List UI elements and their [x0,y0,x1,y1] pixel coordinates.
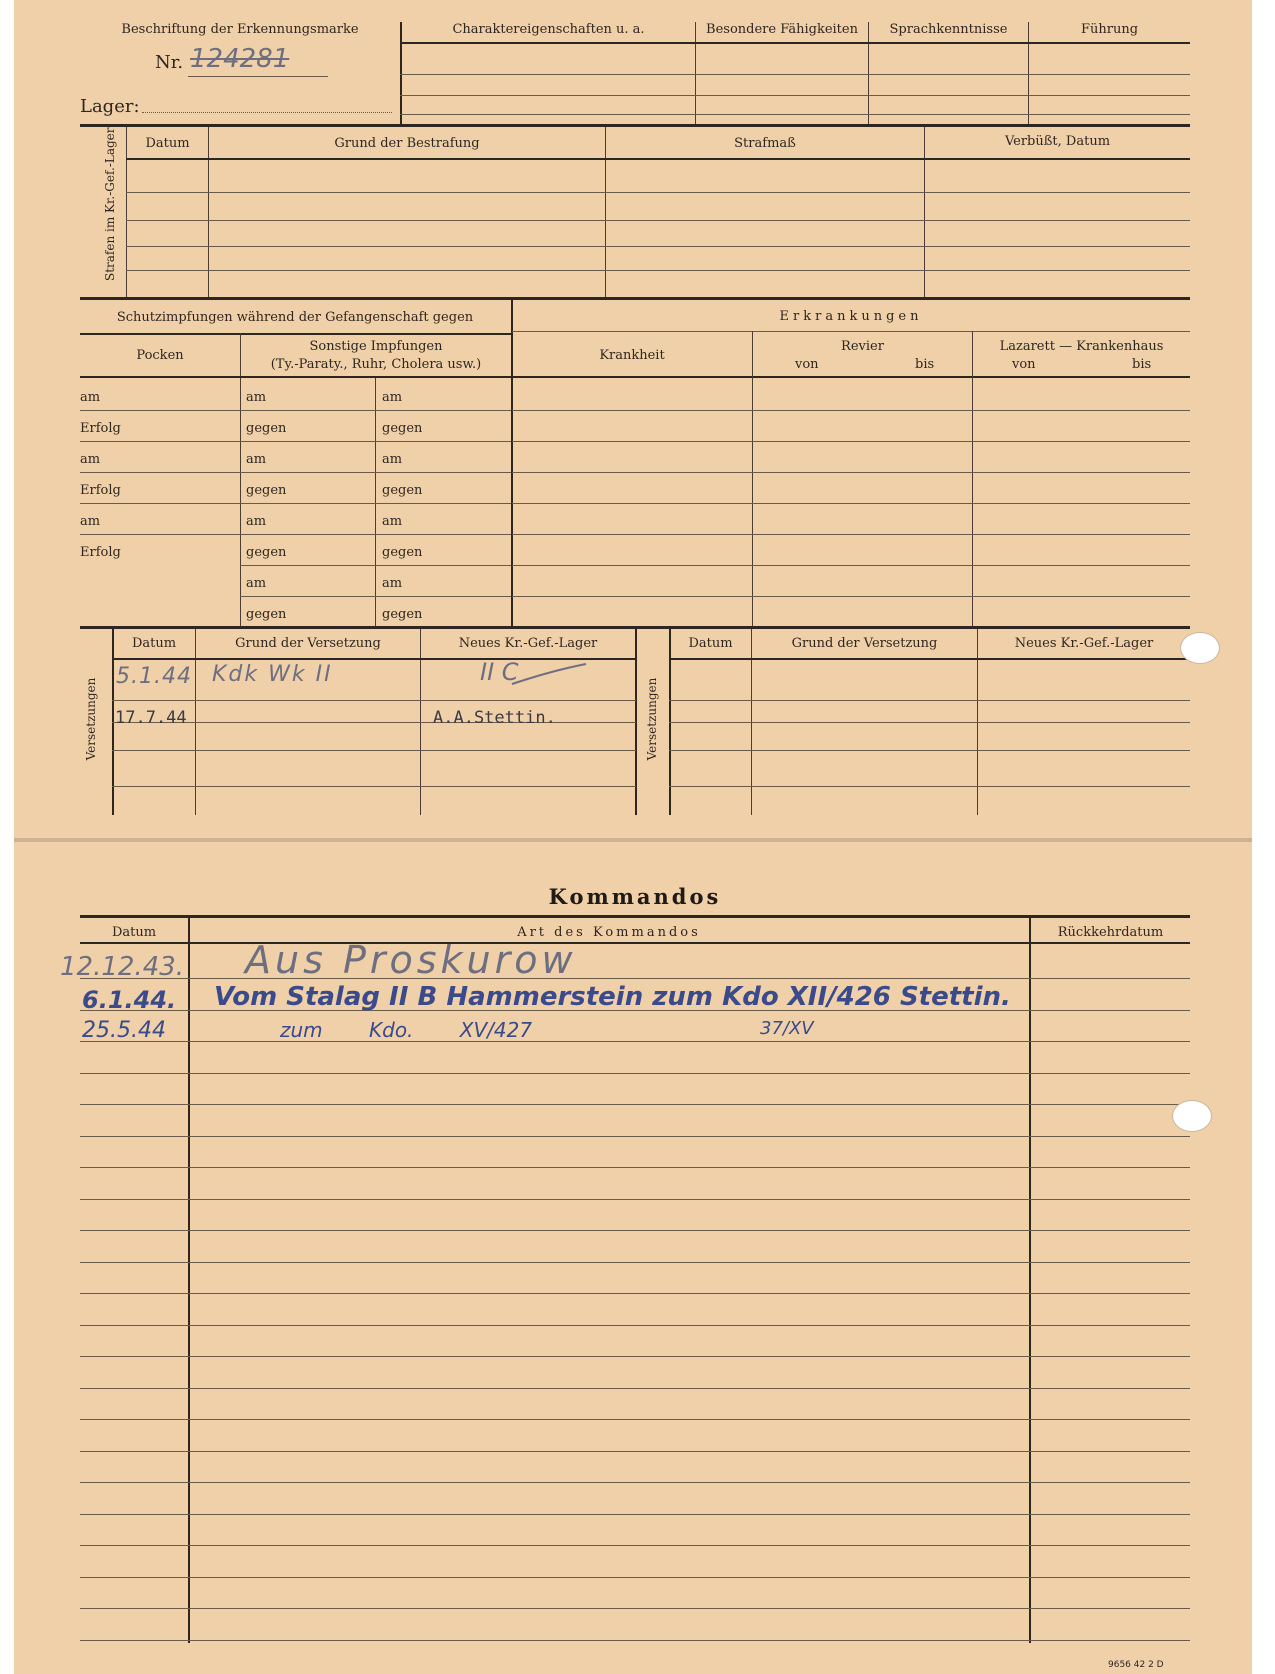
row-line [126,246,1190,247]
kommando-entry-datum: 12.12.43. [60,952,185,982]
print-code: 9656 42 2 D [1108,1660,1164,1670]
lazarett-von: von [1012,357,1036,372]
nr-underline [188,76,328,77]
header-fuehrung: Führung [1080,22,1139,37]
row-line [669,750,1190,751]
row-line [400,114,1190,115]
row-line [80,410,511,411]
row-line [240,565,511,566]
vers-grund-header: Grund der Versetzung [791,636,938,651]
impf-sub-am: am [246,576,267,591]
vers-entry-grund: Kdk Wk II [212,662,333,687]
vers-datum-header: Datum [131,636,177,651]
strafen-side-label: Strafen im Kr.-Gef.-Lager [103,127,117,281]
vers-entry-datum: 5.1.44 [116,664,192,689]
kommando-entry-art: zum Kdo. XV/427 [280,1018,533,1042]
ruled-line [80,1167,1190,1168]
vers-grund-header: Grund der Versetzung [235,636,381,651]
impf-row-am: am [80,452,101,467]
sonstige-header: Sonstige Impfungen [309,339,443,354]
row-line [80,441,511,442]
strafen-grund-header: Grund der Bestrafung [334,136,480,151]
header-rule [80,333,511,335]
kommando-entry-art: Aus Proskurow [245,938,577,982]
ruled-line [80,1482,1190,1483]
row-line [669,700,1190,701]
header-rule [400,42,1190,44]
impf-sub-gegen: gegen [382,483,423,498]
versetzungen-side-label-left: Versetzungen [84,677,98,761]
impf-sub-gegen: gegen [246,545,287,560]
vers-lager-header: Neues Kr.-Gef.-Lager [1014,636,1154,651]
kommandos-title: Kommandos [548,884,722,909]
pocken-header: Pocken [136,348,184,363]
row-line [512,410,1190,411]
row-line [400,74,1190,75]
vers-entry-datum: 17.7.44 [115,708,187,728]
impf-sub-am: am [382,452,403,467]
row-line [512,596,1190,597]
col-line [375,378,376,626]
row-line [126,192,1190,193]
impf-sub-am: am [382,576,403,591]
impf-title: Schutzimpfungen während der Gefangenschaft gegen [116,310,474,325]
col-line [208,127,209,297]
ruled-line [80,1514,1190,1515]
col-line [126,127,127,297]
fold-line [14,838,1252,842]
impf-sub-gegen: gegen [382,607,423,622]
col-line [924,127,925,297]
header-rule [669,658,1190,660]
row-line [669,722,1190,723]
impf-sub-gegen: gegen [382,545,423,560]
row-line [512,565,1190,566]
header-charakter: Charaktereigenschaften u. a. [452,22,645,37]
kommando-entry-art: Vom Stalag II B Hammerstein zum Kdo XII/426 Stettin. [214,982,1011,1012]
strafen-strafmass-header: Strafmaß [734,136,796,151]
impf-top-rule [80,297,1190,300]
vers-entry-lager: A.A.Stettin. [433,708,556,728]
impf-sub-gegen: gegen [246,483,287,498]
kommando-entry-extra: 37/XV [760,1018,814,1039]
row-line [512,441,1190,442]
ruled-line [80,1262,1190,1263]
versetzungen-side-label-right: Versetzungen [645,677,659,761]
revier-bis: bis [915,357,935,372]
impf-row-erfolg: Erfolg [80,545,121,560]
ruled-line [80,1293,1190,1294]
lazarett-header: Lazarett — Krankenhaus [999,339,1164,354]
marke-label: Beschriftung der Erkennungsmarke [121,22,359,37]
row-line [126,220,1190,221]
row-line [112,722,636,723]
kommando-entry-datum: 25.5.44 [82,1018,166,1043]
header-sprachen: Sprachkenntnisse [889,22,1008,37]
vers-datum-header: Datum [688,636,733,651]
impf-sub-am: am [246,452,267,467]
row-line [512,331,1190,332]
ruled-line [80,1073,1190,1074]
strafen-top-rule [80,124,1190,127]
row-line [112,786,636,787]
kommandos-rueckkehr-header: Rückkehrdatum [1057,925,1164,940]
ruled-line [80,1325,1190,1326]
vers-lager-header: Neues Kr.-Gef.-Lager [458,636,598,651]
ruled-line [80,1199,1190,1200]
header-faehigkeiten: Besondere Fähigkeiten [706,22,858,37]
col-line [972,331,973,626]
lager-line [142,112,392,114]
nr-label: Nr. [155,52,184,73]
ruled-line [80,1136,1190,1137]
krankheit-header: Krankheit [599,348,665,363]
impf-sub-am: am [382,390,403,405]
header-rule [126,158,1190,160]
row-line [512,503,1190,504]
row-line [80,503,511,504]
ruled-line [80,1451,1190,1452]
row-line [669,786,1190,787]
impf-sub-am: am [246,390,267,405]
sonstige-sub-header: (Ty.-Paraty., Ruhr, Cholera usw.) [270,357,482,372]
pencil-stroke [510,660,590,690]
impf-sub-gegen: gegen [382,421,423,436]
col-line [188,918,190,1643]
row-line [80,472,511,473]
punch-hole [1172,1100,1212,1132]
row-line [240,596,511,597]
header-rule [80,376,1190,378]
ruled-line [80,1419,1190,1420]
kommandos-datum-header: Datum [111,925,157,940]
col-line [605,127,606,297]
lager-label: Lager: [80,96,140,117]
row-line [112,700,636,701]
erkrankungen-title: Erkrankungen [779,309,923,324]
revier-header: Revier [841,339,884,354]
row-line [126,270,1190,271]
impf-sub-gegen: gegen [246,607,287,622]
revier-von: von [795,357,819,372]
nr-value: 124281 [190,44,290,74]
row-line [512,472,1190,473]
impf-row-am: am [80,514,101,529]
col-line [1029,918,1031,1643]
kommando-entry-datum: 6.1.44. [82,986,177,1014]
kommandos-art-header: Art des Kommandos [517,925,701,940]
row-line [512,534,1190,535]
impf-sub-am: am [246,514,267,529]
form-sheet-bottom [14,842,1252,1674]
ruled-line [80,1545,1190,1546]
kommandos-top-rule [80,915,1190,918]
vers-entry-lager: II C [480,658,519,686]
strafen-verbuesst-header: Verbüßt, Datum [1004,134,1111,149]
col-line [752,331,753,626]
ruled-line [80,1104,1190,1105]
ruled-line [80,1388,1190,1389]
ruled-line [80,1577,1190,1578]
row-line [80,534,511,535]
impf-row-am: am [80,390,101,405]
ruled-line [80,1608,1190,1609]
strafen-datum-header: Datum [145,136,190,151]
punch-hole [1180,632,1220,664]
ruled-line [80,1230,1190,1231]
lazarett-bis: bis [1132,357,1152,372]
ruled-line [80,1041,1190,1042]
row-line [112,750,636,751]
impf-row-erfolg: Erfolg [80,483,121,498]
impf-sub-gegen: gegen [246,421,287,436]
row-line [400,95,1190,96]
impf-sub-am: am [382,514,403,529]
ruled-line [80,1356,1190,1357]
ruled-line [80,1640,1190,1641]
impf-row-erfolg: Erfolg [80,421,121,436]
